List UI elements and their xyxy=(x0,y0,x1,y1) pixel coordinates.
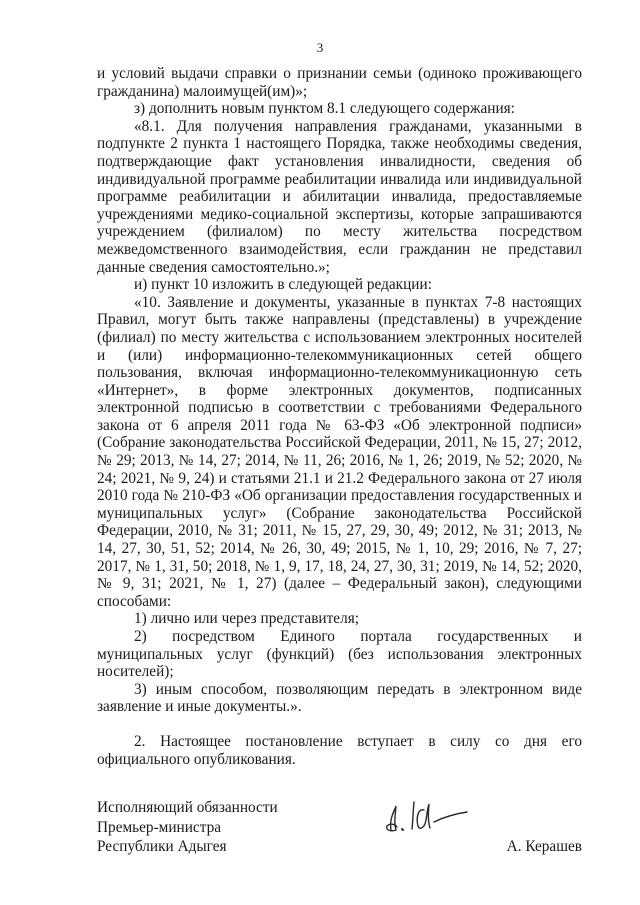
signatory-title-line-1: Исполняющий обязанности xyxy=(97,799,278,816)
method-2: 2) посредством Единого портала государственных и муниципальных услуг (функций) (без использования электронных носителей); xyxy=(97,628,582,681)
paragraph-2-effective: 2. Настоящее постановление вступает в силу со дня его официального опубликования. xyxy=(97,732,582,768)
signatory-title-line-2: Премьер-министра xyxy=(97,818,222,836)
signatory-name: А. Керашев xyxy=(506,838,582,855)
signatory-title-line-3: Республики Адыгея xyxy=(97,838,227,855)
paragraph-item-i: и) пункт 10 изложить в следующей редакции: xyxy=(134,276,432,294)
signature-block xyxy=(97,798,582,857)
document-body xyxy=(97,65,582,768)
paragraph-continuation: и условий выдачи справки о признании семьи (одиноко проживающего гражданина) малоимущей(им)»; xyxy=(97,65,582,100)
paragraph-8-1: «8.1. Для получения направления гражданами, указанными в подпункте 2 пункта 1 настоящего Порядка, также необходимы сведения, подтверждающие факт установления инвалидности, сведения об индивидуальной программе реабилитации инвалида или индивидуальной программе реабилитации и абилитации инвалида, предоставляемые учреждениями медико-социальной экспертизы, которые запрашиваются учреждением (филиалом) по месту жительства посредством межведомственного взаимодействия, если гражданин не представил данные сведения самостоятельно.»; xyxy=(97,117,582,276)
method-1: 1) лично или через представителя; xyxy=(134,610,360,628)
paragraph-10: «10. Заявление и документы, указанные в пунктах 7-8 настоящих Правил, могут быть также направлены (представлены) в учреждение (филиал) по месту жительства с использованием электронных носителей и (или) информационно-телекоммуникационных сетей общего пользования, включая информационно-телекоммуникационную сеть «Интернет», в форме электронных документов, подписанных электронной подписью в соответствии с требованиями Федерального закона от 6 апреля 2011 года № 63-ФЗ «Об электронной подписи» (Собрание законодательства Российской Федерации, 2011, № 15, 27; 2012, № 29; 2013, № 14, 27; 2014, № 11, 26; 2016, № 1, 26; 2019, № 52; 2020, № 24; 2021, № 9, 24) и статьями 21.1 и 21.2 Федерального закона от 27 июля 2010 года № 210-ФЗ «Об организации предоставления государственных и муниципальных услуг» (Собрание законодательства Российской Федерации, 2010, № 31; 2011, № 15, 27, 29, 30, 49; 2012, № 31; 2013, № 14, 27, 30, 51, 52; 2014, № 26, 30, 49; 2015, № 1, 10, 29; 2016, № 7, 27; 2017, № 1, 31, 50; 2018, № 1, 9, 17, 18, 24, 27, 30, 31; 2019, № 14, 52; 2020, № 9, 31; 2021, № 1, 27) (далее – Федеральный закон), следующими способами: xyxy=(97,293,582,610)
method-3: 3) иным способом, позволяющим передать в электронном виде заявление и иные документы.». xyxy=(97,680,582,716)
paragraph-item-z: з) дополнить новым пунктом 8.1 следующего содержания: xyxy=(134,100,515,118)
page-number: 3 xyxy=(316,40,324,55)
handwritten-signature xyxy=(382,796,482,842)
